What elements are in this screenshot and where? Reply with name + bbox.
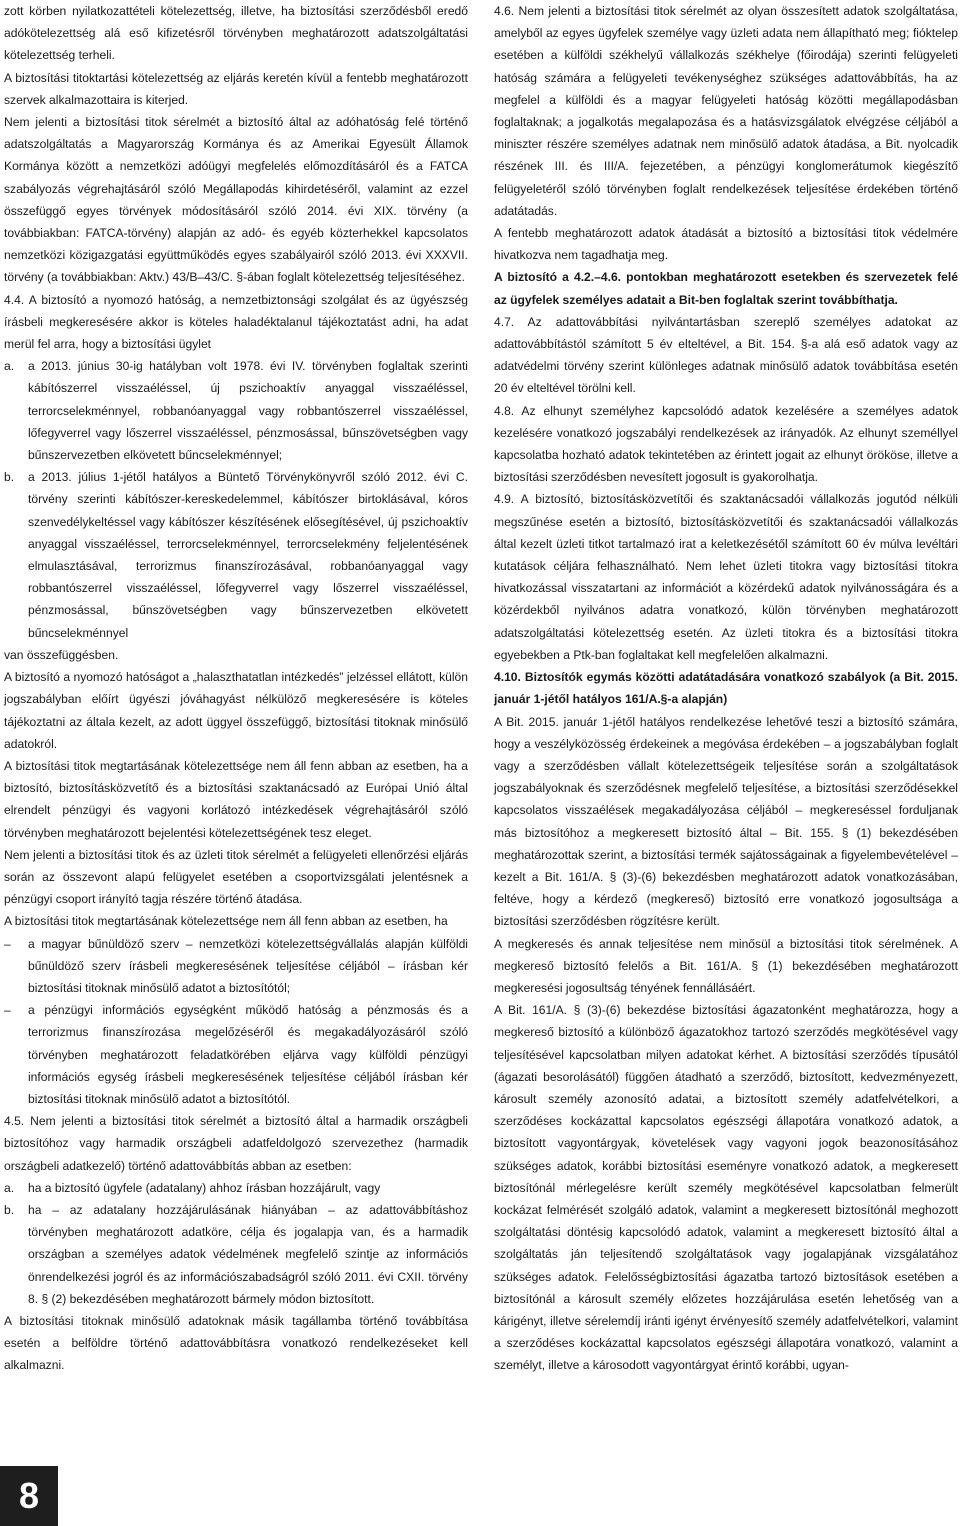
paragraph: zott körben nyilatkozattételi kötelezettség, illetve, ha biztosítási szerződésből eredő adókötelezettség alá eső kifizetésről törvényben meghatározott adatszolgáltatási kötelezettség terheli.	[4, 4, 468, 63]
paragraph: 4.5. Nem jelenti a biztosítási titok sérelmét a biztosító által a harmadik országbeli biztosítóhoz vagy harmadik országbeli adatfeldolgozó szervezethez (harmadik országbeli adatkezelő) történő adattovábbítás abban az esetben:	[4, 1114, 468, 1173]
right-text-column	[494, 0, 958, 1377]
list-item: a. a 2013. június 30-ig hatályban volt 1978. évi IV. törvényben foglaltak szerinti kábítószerrel visszaéléssel, új pszichoaktív anyaggal visszaéléssel, terrorcselekménnyel, robbanóanyaggal vagy robbantószerrel visszaéléssel, lőfegyverrel vagy lőszerrel visszaéléssel, pénzmosással, bűnszövetségben vagy bűnszervezetben elkövetett bűncselekménnyel;	[4, 355, 468, 466]
list-item: a. ha a biztosító ügyfele (adatalany) ahhoz írásban hozzájárult, vagy	[4, 1177, 468, 1199]
paragraph: A megkeresés és annak teljesítése nem minősül a biztosítási titok sérelmének. A megkereső biztosító felelős a Bit. 161/A. § (1) bekezdésében meghatározott megkeresési jogosultság tényének fennállásáért.	[494, 936, 958, 995]
left-text-column	[4, 0, 468, 1377]
paragraph: A biztosító a nyomozó hatóságot a „halaszthatatlan intézkedés” jelzéssel ellátott, külön jogszabályban előírt ügyészi jóváhagyást nélkülöző megkeresésére is köteles tájékoztatni az általa kezelt, az adott üggyel összefüggő, biztosítási titoknak minősülő adatokról.	[4, 670, 468, 751]
paragraph: 4.9. A biztosító, biztosításközvetítői és szaktanácsadói vállalkozás jogutód nélküli megszűnése esetén a biztosító, biztosításközvetítői és szaktanácsadói vállalkozás által kezelt üzleti titkot tartalmazó irat a keletkezésétől számított 60 év múlva levéltári kutatások céljára felhasználható. Nem lehet üzleti titokra vagy biztosítási titokra hivatkozással visszatartani az információt a közérdekű adatok nyilvánosságára és a közérdekből nyilvános adatra vonatkozó, külön törvényben meghatározott adatszolgáltatási kötelezettség esetén. Az üzleti titokra és a biztosítási titokra egyebekben a Ptk-ban foglaltakat kell megfelelően alkalmazni.	[494, 492, 958, 662]
paragraph: A biztosítási titok megtartásának kötelezettsége nem áll fenn abban az esetben, ha	[4, 914, 448, 929]
paragraph: 4.6. Nem jelenti a biztosítási titok sérelmét az olyan összesített adatok szolgáltatása, amelyből az egyes ügyfelek személye vagy üzleti adata nem állapítható meg; fióktelep esetében a külföldi székhelyű vállalkozás székhelye (főirodája) szerinti felügyeleti hatóság számára a felügyeleti tevékenységhez szükséges adattovábbítás, ha az megfelel a külföldi és a magyar felügyeleti hatóság közötti megállapodásban foglaltaknak; a jogalkotás megalapozása és a hatásvizsgálatok elvégzése céljából a miniszter részére személyes adatnak nem minősülő adatok átadása, a Bit. nyolcadik részének III. és III/A. fejezetében, a pénzügyi konglomerátumok kiegészítő felügyeletéről szóló törvényben foglalt rendelkezések teljesítése érdekében történő adatátadás.	[494, 4, 958, 218]
list-item: b. ha – az adatalany hozzájárulásának hiányában – az adattovábbításhoz törvényben meghatározott adatköre, célja és jogalapja van, és a harmadik országban a személyes adatok védelmének megfelelő szintje az információs önrendelkezési jogról és az információszabadságról szóló 2011. évi CXII. törvény 8. § (2) bekezdésében meghatározott bármely módon biztosított.	[4, 1199, 468, 1310]
list-marker: a.	[4, 1180, 15, 1195]
paragraph: 4.7. Az adattovábbítási nyilvántartásban szereplő személyes adatokat az adattovábbítástól számított 5 év elteltével, a Bit. 154. §-a alá eső adatok vagy az adatvédelmi törvény szerint különleges adatnak minősülő adatok továbbítása esetén 20 év elteltével törölni kell.	[494, 314, 958, 396]
bold-statement: A biztosító a 4.2.–4.6. pontokban meghatározott esetekben és szervezetek felé az ügyfelek személyes adatait a Bit-ben foglaltak szerint továbbíthatja.	[494, 270, 958, 307]
paragraph: van összefüggésben.	[4, 647, 119, 662]
list-item: – a pénzügyi információs egységként működő hatóság a pénzmosás és a terrorizmus finanszírozása megelőzéséről és megakadályozásáról szóló törvényben meghatározott feladatkörében eljárva vagy külföldi pénzügyi információs egység írásbeli megkeresésének teljesítése céljából írásban kér biztosítási titoknak minősülő adatot a biztosítótól.	[4, 999, 468, 1110]
page-number-badge: 8	[0, 1466, 58, 1526]
list-item: b. a 2013. július 1-jétől hatályos a Büntető Törvénykönyvről szóló 2012. évi C. törvény szerinti kábítószer-kereskedelemmel, kábítószer birtoklásával, kóros szenvedélykeltéssel vagy kábítószer készítésének elősegítésével, új pszichoaktív anyaggal visszaéléssel, terrorcselekménnyel, terrorcselekmény feljelentésének elmulasztásával, terrorizmus finanszírozásával, robbanóanyaggal vagy robbantószerrel visszaéléssel, lőfegyverrel vagy lőszerrel visszaéléssel, pénzmosással, bűnszövetségben vagy bűnszervezetben elkövetett bűncselekménnyel	[4, 466, 468, 644]
section-heading: 4.10. Biztosítók egymás közötti adatátadására vonatkozó szabályok (a Bit. 2015. január 1-jétől hatályos 161/A.§-a alapján)	[494, 670, 958, 707]
paragraph: 4.4. A biztosító a nyomozó hatóság, a nemzetbiztonsági szolgálat és az ügyészség írásbeli megkeresésére akkor is köteles haladéktalanul tájékoztatást adni, ha adat merül fel arra, hogy a biztosítási ügylet	[4, 292, 468, 352]
paragraph: A biztosítási titok megtartásának kötelezettsége nem áll fenn abban az esetben, ha a biztosító, biztosításközvetítő és a biztosítási szaktanácsadó az Európai Unió által elrendelt pénzügyi és vagyoni korlátozó intézkedések végrehajtásáról szóló törvényben meghatározott bejelentési kötelezettségének tesz eleget.	[4, 758, 468, 840]
list-item: – a magyar bűnüldöző szerv – nemzetközi kötelezettségvállalás alapján külföldi bűnüldöző szerv írásbeli megkeresésének teljesítése céljából – írásban kér biztosítási titoknak minősülő adatot a biztosítótól;	[4, 933, 468, 1000]
paragraph: A biztosítási titoknak minősülő adatoknak másik tagállamba történő továbbítása esetén a belföldre történő adattovábbításra vonatkozó rendelkezéseket kell alkalmazni.	[4, 1313, 468, 1373]
list-marker: b.	[4, 470, 15, 485]
list-marker: b.	[4, 1202, 15, 1217]
list-marker: a.	[4, 359, 15, 374]
paragraph: A Bit. 161/A. § (3)-(6) bekezdése biztosítási ágazatonként meghatározza, hogy a megkereső biztosító a különböző ágazatokhoz tartozó szerződés megkötésével vagy teljesítésével kapcsolatban milyen adatokat kérhet. A biztosítási szerződés típusától (ágazati besorolásától) függően átadható a szerződő, biztosított, kedvezményezett, károsult személy azonosító adatai, a biztosított személy adatfelvételkori, a szerződéses kockázattal kapcsolatos egészségi állapotára vonatkozó adatok, a biztosított vagyontárgyak, követelések vagy vagyoni jogok beazonosításához szükséges adatok, korábbi biztosítási eseményre vonatkozó adatok, a megkeresett biztosítónál mérlegelésre került személy megkötésével kapcsolatban felmerült kockázat felmérését szolgáló adatok, valamint a megkeresett biztosítónál meghozott szolgáltatási döntésig kapcsolódó adatok, valamint a megkeresett biztosító által a szolgáltatás ján teljesítendő szolgáltatások vagy jogalapjának vizsgálatához szükséges adatok. Felelősségbiztosítási ágazatba tartozó biztosítások esetében a biztosítónál a károsult személy előzetes hozzájárulása esetén lehetőség van a kárigényt, illetve sérelemdíj iránti igényt érvényesítő személy adatfelvételkori, valamint a szerződéses kockázattal kapcsolatos egészségi állapotára vonatkozó, valamint a személyt, illetve a károsodott vagyontárgyat érintő korábbi, ugyan-	[494, 1003, 958, 1373]
paragraph: Nem jelenti a biztosítási titok sérelmét a biztosító által az adóhatóság felé történő adatszolgáltatás a Magyarország Kormánya és az Amerikai Egyesült Államok Kormánya között a nemzetközi adóügyi megfelelés előmozdításáról és a FATCA szabályozás végrehajtásáról szóló Megállapodás kihirdetéséről, valamint az ezzel összefüggő egyes törvények módosításáról szóló 2014. évi XIX. törvény (a továbbiakban: FATCA-törvény) alapján az adó- és egyéb közterhekkel kapcsolatos nemzetközi közigazgatási együttműködés egyes szabályairól szóló 2013. évi XXXVII. törvény (a továbbiakban: Aktv.) 43/B–43/C. §-ában foglalt kötelezettség teljesítéséhez.	[4, 115, 468, 285]
paragraph: A fentebb meghatározott adatok átadását a biztosító a biztosítási titok védelmére hivatkozva nem tagadhatja meg.	[494, 226, 958, 263]
list-marker: –	[4, 1003, 11, 1018]
paragraph: Nem jelenti a biztosítási titok és az üzleti titok sérelmét a felügyeleti ellenőrzési eljárás során az összevont alapú felügyelet esetében a csoportvizsgálati jelentésnek a pénzügyi csoport irányító tagja részére történő átadása.	[4, 847, 468, 907]
paragraph: 4.8. Az elhunyt személyhez kapcsolódó adatok kezelésére a személyes adatok kezelésére vonatkozó jogszabályi rendelkezések az irányadók. Az elhunyt személlyel kapcsolatba hozható adatok tekintetében az érintett jogait az elhunyt örököse, illetve a biztosítási szerződésben nevesített jogosult is gyakorolhatja.	[494, 403, 958, 485]
paragraph: A Bit. 2015. január 1-jétől hatályos rendelkezése lehetővé teszi a biztosító számára, hogy a veszélyközösség érdekeinek a megóvása érdekében – a jogszabályban foglalt vagy a szerződésben vállalt kötelezettségeik teljesítése során a szolgáltatások jogszabályoknak és szerződésnek megfelelő teljesítése, a biztosítási szerződésekkel kapcsolatos visszaélések megakadályozása céljából – megkereséssel forduljanak más biztosítóhoz a megkeresett biztosító által – Bit. 155. § (1) bekezdésében meghatározottak szerint, a biztosítási termék sajátosságainak a figyelembevételével – kezelt a Bit. 161/A. § (3)-(6) bekezdésben meghatározott adatok vonatkozásában, feltéve, hogy a kérdező (megkereső) biztosító erre vonatkozó jogosultsága a biztosítási szerződésben rögzítésre került.	[494, 714, 958, 929]
paragraph: A biztosítási titoktartási kötelezettség az eljárás keretén kívül a fentebb meghatározott szervek alkalmazottaira is kiterjed.	[4, 70, 468, 107]
list-marker: –	[4, 936, 11, 951]
